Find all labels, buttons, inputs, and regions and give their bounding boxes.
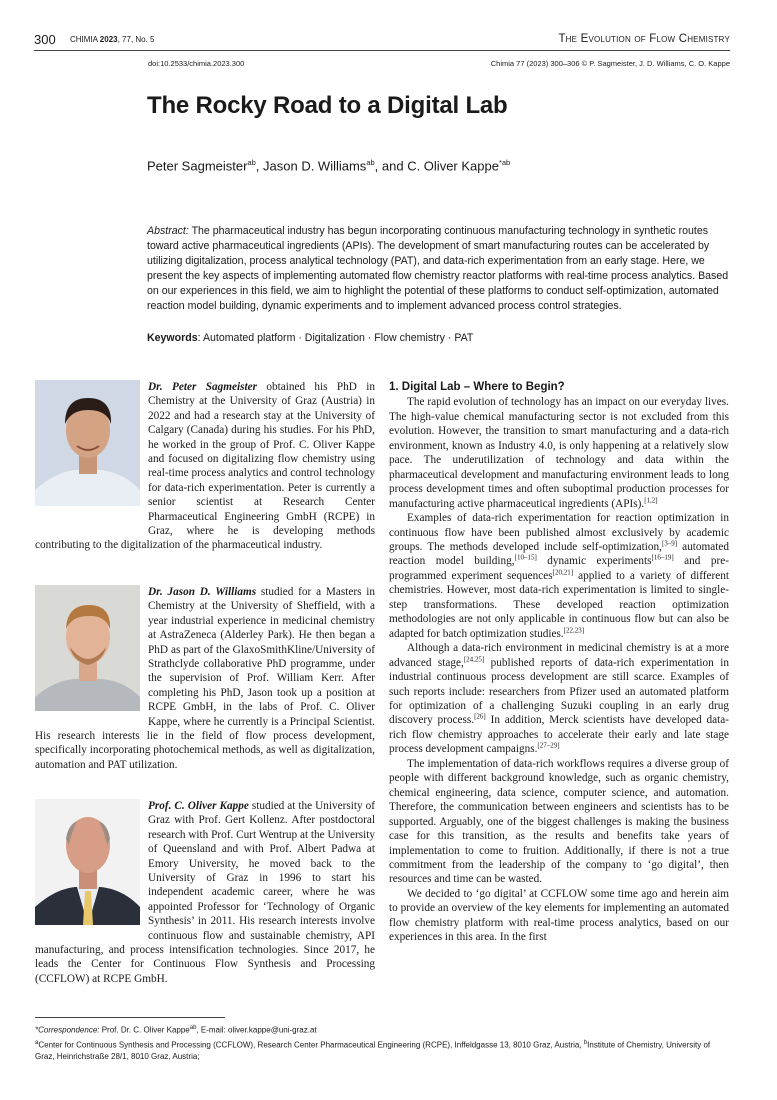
author-name: Peter Sagmeister [147, 158, 248, 174]
page-number: 300 [34, 32, 56, 47]
correspondence-email[interactable]: , E-mail: oliver.kappe@uni-graz.at [196, 1025, 317, 1035]
journal-volume: , 77, No. 5 [117, 35, 155, 44]
affil-b-marker: b [583, 1039, 588, 1046]
abstract-text: The pharmaceutical industry has begun incorporating continuous manufacturing technology in synthetic routes toward active pharmaceutical ingredients (APIs). The development of smart manufacturing routes can be accelerated by utilizing digitalization, process analytical technology (PAT), and data-rich experimentation from an early stage. Here, we present the key aspects of implementing automated flow chemistry reactor platforms with real-time process analytics. Based on our experiences in this field, we aim to highlight the potential of these platforms to conduct self-optimization, automated reaction model building, dynamic experiments and to implement advanced process control strategies. [147, 225, 729, 312]
doi[interactable]: doi:10.2533/chimia.2023.300 [148, 59, 245, 68]
paragraph-text: We decided to ‘go digital’ at CCFLOW some time ago and herein aim to provide an overview of the key elements for implementing an automated flow chemistry platform with real-time process analytics, based on our experiences in this area. In the first [389, 887, 729, 944]
paragraph [389, 887, 729, 945]
paragraph [389, 511, 729, 641]
journal-name: CHIMIA [70, 35, 98, 44]
paragraph-text: applied to a variety of different chemistries. However, most data-rich experimentation is limited to single-step transformations. These developed reaction optimization methodologies are not only applicable in continuous flow but can also be adapted for batch optimization studies. [389, 569, 729, 640]
citation-line: Chimia 77 (2023) 300–306 © P. Sagmeister, J. D. Williams, C. O. Kappe [490, 59, 730, 68]
section-heading: 1. Digital Lab – Where to Begin? [389, 381, 565, 393]
citation-ref[interactable]: [22,23] [563, 625, 585, 634]
author-list [147, 158, 510, 173]
correspondence-name: Prof. Dr. C. Oliver Kappe [99, 1025, 190, 1035]
affil-a-marker: a [35, 1039, 39, 1046]
section-body [389, 395, 729, 944]
citation-ref[interactable]: [24,25] [463, 654, 485, 663]
author-bio-kappe [35, 799, 375, 986]
author-name: Jason D. Williams [263, 158, 367, 174]
correspondence-label: *Correspondence: [35, 1025, 100, 1035]
author-bio-williams [35, 585, 375, 772]
paragraph-text: Although a data-rich environment in medicinal chemistry is at a more advanced stage, [389, 642, 729, 669]
paragraph-text: published reports of data-rich experimentation in industrial continuous process development are still scarce. Examples of such reports include: researchers from Pfizer used an automated platform for optimization of a challenging Suzuki coupling in an early drug discovery process. [389, 656, 729, 727]
running-header [34, 34, 730, 51]
paragraph-text: In addition, Merck scientists have developed data-rich flow chemistry approaches to accelerate their early and late stage process development campaigns. [389, 714, 729, 756]
bio-text: studied at the University of Graz with Prof. Gert Kollenz. After postdoctoral research with Prof. Curt Wentrup at the University of Queensland and with Prof. Albert Padwa at Emory University, he moved back to the University of Graz in 1996 to start his independent academic career, where he was appointed Professor for ‘Technology of Organic Synthesis’ in 2011. His research interests involve continuous flow and sustainable chemistry, API manufacturing, and process intensification technologies. Since 2017, he leads the Center for Continuous Flow Synthesis and Processing (CCFLOW) at RCPE GmbH. [35, 800, 375, 985]
author-affiliation: ab [247, 158, 256, 167]
citation-ref[interactable]: [27–29] [537, 741, 560, 750]
author-name: C. Oliver Kappe [407, 158, 499, 174]
abstract-label: Abstract: [147, 225, 189, 237]
author-bio-sagmeister [35, 380, 375, 553]
paragraph [389, 757, 729, 887]
keywords-text: : Automated platform · Digitalization · Flow chemistry · PAT [197, 332, 474, 344]
abstract [147, 224, 729, 314]
bio-name: Prof. C. Oliver Kappe [148, 800, 249, 812]
journal-reference [70, 35, 155, 44]
citation-ref[interactable]: [10–15] [514, 553, 537, 562]
correspondence-note [35, 1022, 730, 1037]
footnote-rule [35, 1017, 225, 1018]
citation-ref[interactable]: [26] [474, 712, 486, 721]
journal-year: 2023 [99, 35, 118, 44]
section-title: The Evolution of Flow Chemistry [558, 33, 730, 45]
citation-ref[interactable]: [20,21] [552, 568, 574, 577]
paragraph [389, 641, 729, 757]
correspondence-affil: ab [189, 1025, 197, 1031]
bio-text: obtained his PhD in Chemistry at the University of Graz (Austria) in 2022 and had a research stay at the University of Calgary (Canada) during his studies. For his PhD, he worked in the group of Prof. C. Oliver Kappe and focused on digitalizing flow chemistry using real-time process analytics and control technology for data-rich experimentation. Peter is currently a senior scientist at Research Center Pharmaceutical Engineering GmbH (RCPE) in Graz, where he is developing methods contributing to the digitalization of the pharmaceutical industry. [35, 381, 375, 552]
paragraph-text: and pre-programmed experiment sequences [389, 555, 729, 582]
footnotes [35, 1017, 730, 1063]
bio-text: studied for a Masters in Chemistry at the University of Sheffield, with a year industrial experience in medicinal chemistry at AstraZeneca (Alderley Park). He then began a PhD as part of the GlaxoSmithKline/University of Strathclyde collaborative PhD programme, under the supervision of Prof. William Kerr. After completing his PhD, Jason took up a position at RCPE GmbH, in the labs of Prof. C. Oliver Kappe, where he currently is a Principal Scientist. His research interests lie in the field of flow process development, specifically incorporating photochemical methods, as well as digitalization, automation and PAT utilization. [35, 586, 375, 771]
paragraph [389, 395, 729, 511]
paragraph-text: dynamic experiments [536, 555, 652, 568]
citation-ref[interactable]: [16–19] [651, 553, 674, 562]
paragraph-text: The implementation of data-rich workflows requires a diverse group of people with different background knowledge, such as organic chemistry, chemical engineering, data science, computer science, and automation. Therefore, the communication between engineers and scientists has to be supported. Arguably, one of the biggest challenges is making the business case for this transition, as the results and benefits take years of implementation to come to fruition. Additionally, if there is not a true commitment from the leadership of the company to ‘go digital’, then resources and time can be wasted. [389, 757, 729, 886]
bio-name: Dr. Jason D. Williams [148, 586, 257, 598]
citation-ref[interactable]: [1,2] [644, 495, 658, 504]
author-separator: , and [374, 158, 408, 174]
affiliation-note [35, 1037, 730, 1064]
article-title: The Rocky Road to a Digital Lab [147, 92, 508, 119]
bio-name: Dr. Peter Sagmeister [148, 381, 257, 393]
author-affiliation: *ab [498, 158, 511, 167]
section-1 [389, 380, 729, 945]
paragraph-text: automated reaction model building, [389, 540, 729, 568]
citation-ref[interactable]: [3–9] [661, 539, 678, 548]
keywords-label: Keywords [147, 332, 198, 344]
keywords [147, 332, 473, 344]
affil-b-text: Institute of Chemistry, University of Graz, Heinrichstraße 28/1, 8010 Graz, Austria; [35, 1040, 711, 1062]
paragraph-text: The rapid evolution of technology has an impact on our everyday lives. The high-value chemical manufacturing sector is not excluded from this evolution. However, the transition to smart manufacturing and a data-rich environment, known as Industry 4.0, is only happening at a relatively slow pace. The underutilization of technology and data within the pharmaceutical development and manufacturing environment leads to long process development times and often suboptimal production processes for manufacturing active pharmaceutical ingredients (APIs). [389, 396, 729, 510]
author-separator: , [255, 158, 264, 174]
author-affiliation: ab [366, 158, 375, 167]
paragraph-text: Examples of data-rich experimentation for reaction optimization in continuous flow have been published almost exclusively by academic groups. The methods developed include self-optimization, [389, 512, 729, 553]
affil-a-text: Center for Continuous Synthesis and Processing (CCFLOW), Research Center Pharmaceutical Engineering (RCPE), Inffeldgasse 13, 8010 Graz, Austria, [38, 1040, 584, 1050]
